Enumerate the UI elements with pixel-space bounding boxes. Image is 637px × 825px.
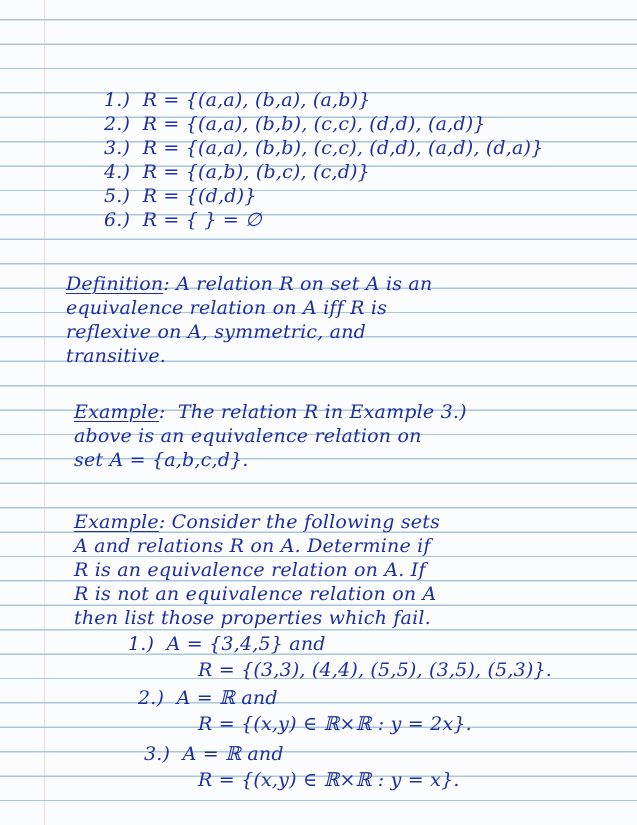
example-1-heading: Example: [74, 401, 159, 423]
example-2-line-5: then list those properties which fail.: [74, 607, 431, 629]
case-3-relation: R = {(x,y) ∈ ℝ×ℝ : y = x}.: [198, 769, 460, 791]
case-set-text: A = {3,4,5} and: [166, 633, 326, 655]
case-number: 1.): [128, 633, 155, 655]
definition-line-4: transitive.: [66, 345, 167, 367]
example-2-text: : Consider the following sets: [158, 511, 441, 533]
example-1-text: : The relation R in Example 3.): [158, 401, 467, 423]
case-number: 2.): [138, 687, 165, 709]
list-item-1: [104, 88, 371, 112]
case-1-set: [128, 632, 326, 656]
example-1-line-2: above is an equivalence relation on: [74, 425, 422, 447]
definition-line-1: [66, 272, 432, 296]
definition-text: : A relation R on set A is an: [163, 273, 433, 295]
definition-heading: Definition: [66, 273, 164, 295]
example-2-line-2: A and relations R on A. Determine if: [74, 535, 431, 557]
list-item-5: [104, 184, 257, 208]
example-1-line-3: set A = {a,b,c,d}.: [74, 449, 249, 471]
list-item-4: [104, 160, 370, 184]
case-set-text: A = ℝ and: [176, 687, 278, 709]
example-2-line-1: [74, 510, 440, 534]
case-3-set: [144, 742, 284, 766]
definition-line-2: equivalence relation on A iff R is: [66, 297, 388, 319]
relation-text: R = {(a,b), (b,c), (c,d)}: [142, 161, 370, 183]
list-number: 6.): [104, 209, 131, 231]
case-2-relation: R = {(x,y) ∈ ℝ×ℝ : y = 2x}.: [198, 713, 472, 735]
list-number: 4.): [104, 161, 131, 183]
list-number: 3.): [104, 137, 131, 159]
definition-line-3: reflexive on A, symmetric, and: [66, 321, 367, 343]
list-number: 1.): [104, 89, 131, 111]
relation-text: R = {(a,a), (b,b), (c,c), (d,d), (a,d), (d,a)}: [142, 137, 544, 159]
example-2-line-4: R is not an equivalence relation on A: [74, 583, 437, 605]
list-item-6: [104, 208, 262, 232]
case-number: 3.): [144, 743, 171, 765]
list-number: 2.): [104, 113, 131, 135]
list-item-2: [104, 112, 486, 136]
list-number: 5.): [104, 185, 131, 207]
margin-line: [44, 0, 45, 825]
example-2-heading: Example: [74, 511, 159, 533]
relation-text: R = {(d,d)}: [142, 185, 257, 207]
list-item-3: [104, 136, 543, 160]
relation-text: R = {(a,a), (b,b), (c,c), (d,d), (a,d)}: [142, 113, 486, 135]
case-1-relation: R = {(3,3), (4,4), (5,5), (3,5), (5,3)}.: [198, 659, 553, 681]
relation-text: R = { } = ∅: [142, 209, 262, 231]
relation-text: R = {(a,a), (b,a), (a,b)}: [142, 89, 371, 111]
case-2-set: [138, 686, 278, 710]
example-2-line-3: R is an equivalence relation on A. If: [74, 559, 426, 581]
case-set-text: A = ℝ and: [182, 743, 284, 765]
example-1-line-1: [74, 400, 467, 424]
